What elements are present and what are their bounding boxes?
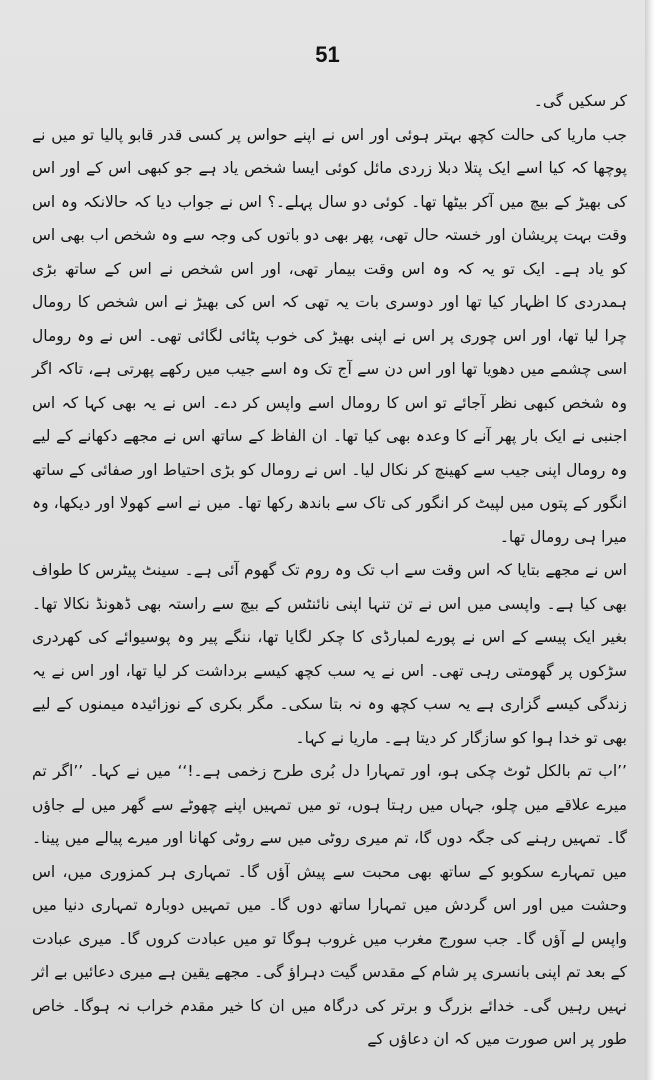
body-text [32,85,627,1057]
paragraph-3: اس نے مجھے بتایا کہ اس وقت سے اب تک وہ روم تک گھوم آئی ہے۔ سینٹ پیٹرس کا طواف بھی کیا ہے۔ واپسی میں اس نے تن تنہا اپنی نائنٹس کے بیچ سے راستہ بھی ڈھونڈ نکالا تھا۔ بغیر ایک پیسے کے اس نے پورے لمبارڈی کا چکر لگایا تھا، ننگے پیر وہ پوسیوائے کی کھردری سڑکوں پر گھومتی رہی تھی۔ اس نے یہ سب کچھ کیسے برداشت کر لیا تھا، اور اس نے یہ زندگی کیسے گزاری ہے یہ سب کچھ وہ نہ بتا سکی۔ مگر بکری کے نوزائیدہ میمنوں کے لیے بھی تو خدا ہوا کو سازگار کر دیتا ہے۔ ماریا نے کہا۔ [32,561,627,747]
page-edge [645,0,655,1080]
paragraph-4: ’’اب تم بالکل ٹوٹ چکی ہو، اور تمہارا دل بُری طرح زخمی ہے۔!‘‘ میں نے کہا۔ ’’اگر تم میرے علاقے میں چلو، جہاں میں رہتا ہوں، تو میں تمہیں اپنے چھوٹے سے گھر میں لے جاؤں گا۔ تمہیں رہنے کی جگہ دوں گا، تم میری روٹی میں سے روٹی کھانا اور میرے پیالے میں پینا۔ میں تمہارے سکوبو کے ساتھ بھی محبت سے پیش آؤں گا۔ تمہاری ہر کمزوری میں، اس وحشت میں اور اس گردش میں تمہارا ساتھ دوں گا۔ میں تمہیں دوبارہ تمہاری دنیا میں واپس لے آؤں گا۔ جب سورج مغرب میں غروب ہوگا تو میں عبادت کروں گا۔ میری عبادت کے بعد تم اپنی بانسری پر شام کے مقدس گیت دہراؤ گی۔ مجھے یقین ہے میری دعائیں بے اثر نہیں رہیں گی۔ خدائے بزرگ و برتر کی درگاہ میں ان کا خیر مقدم خراب نہ ہوگا۔ خاص طور پر اس صورت میں کہ ان دعاؤں کے [32,762,627,1048]
paragraph-2: جب ماریا کی حالت کچھ بہتر ہوئی اور اس نے اپنے حواس پر کسی قدر قابو پالیا تو میں نے پوچھا کہ کیا اسے ایک پتلا دبلا زردی مائل کوئی ایسا شخص یاد ہے جو کبھی اس کے اور اس کی بھیڑ کے بیچ میں آکر بیٹھا تھا۔ کوئی دو سال پہلے۔؟ اس نے جواب دیا کہ حالانکہ وہ اس وقت بہت پریشان اور خستہ حال تھی، پھر بھی دو باتوں کی وجہ سے وہ شخص اب بھی اس کو یاد ہے۔ ایک تو یہ کہ وہ اس وقت بیمار تھی، اور اس شخص نے اس کے ساتھ بڑی ہمدردی کا اظہار کیا تھا اور دوسری بات یہ تھی کہ اس کی بھیڑ نے اس شخص کا رومال چرا لیا تھا، اور اس چوری پر اس نے اپنی بھیڑ کی خوب پٹائی لگائی تھی۔ اس نے وہ رومال اسی چشمے میں دھویا تھا اور اس دن سے آج تک وہ اسے جیب میں رکھے پھرتی ہے، تاکہ اگر وہ شخص کبھی نظر آجائے تو اس کا رومال اسے واپس کر دے۔ اس نے یہ بھی کہا کہ اس اجنبی نے ایک بار پھر آنے کا وعدہ بھی کیا تھا۔ ان الفاظ کے ساتھ اس نے مجھے دکھانے کے لیے وہ رومال اپنی جیب سے کھینچ کر نکال لیا۔ اس نے رومال کو بڑی احتیاط اور صفائی کے ساتھ انگور کے پتوں میں لپیٹ کر انگور کی تاک سے باندھ رکھا تھا۔ میں نے اسے کھولا اور دیکھا، وہ میرا ہی رومال تھا۔ [32,125,627,546]
paragraph-1: کر سکیں گی۔ [533,92,627,110]
page-number: 51 [315,42,340,67]
